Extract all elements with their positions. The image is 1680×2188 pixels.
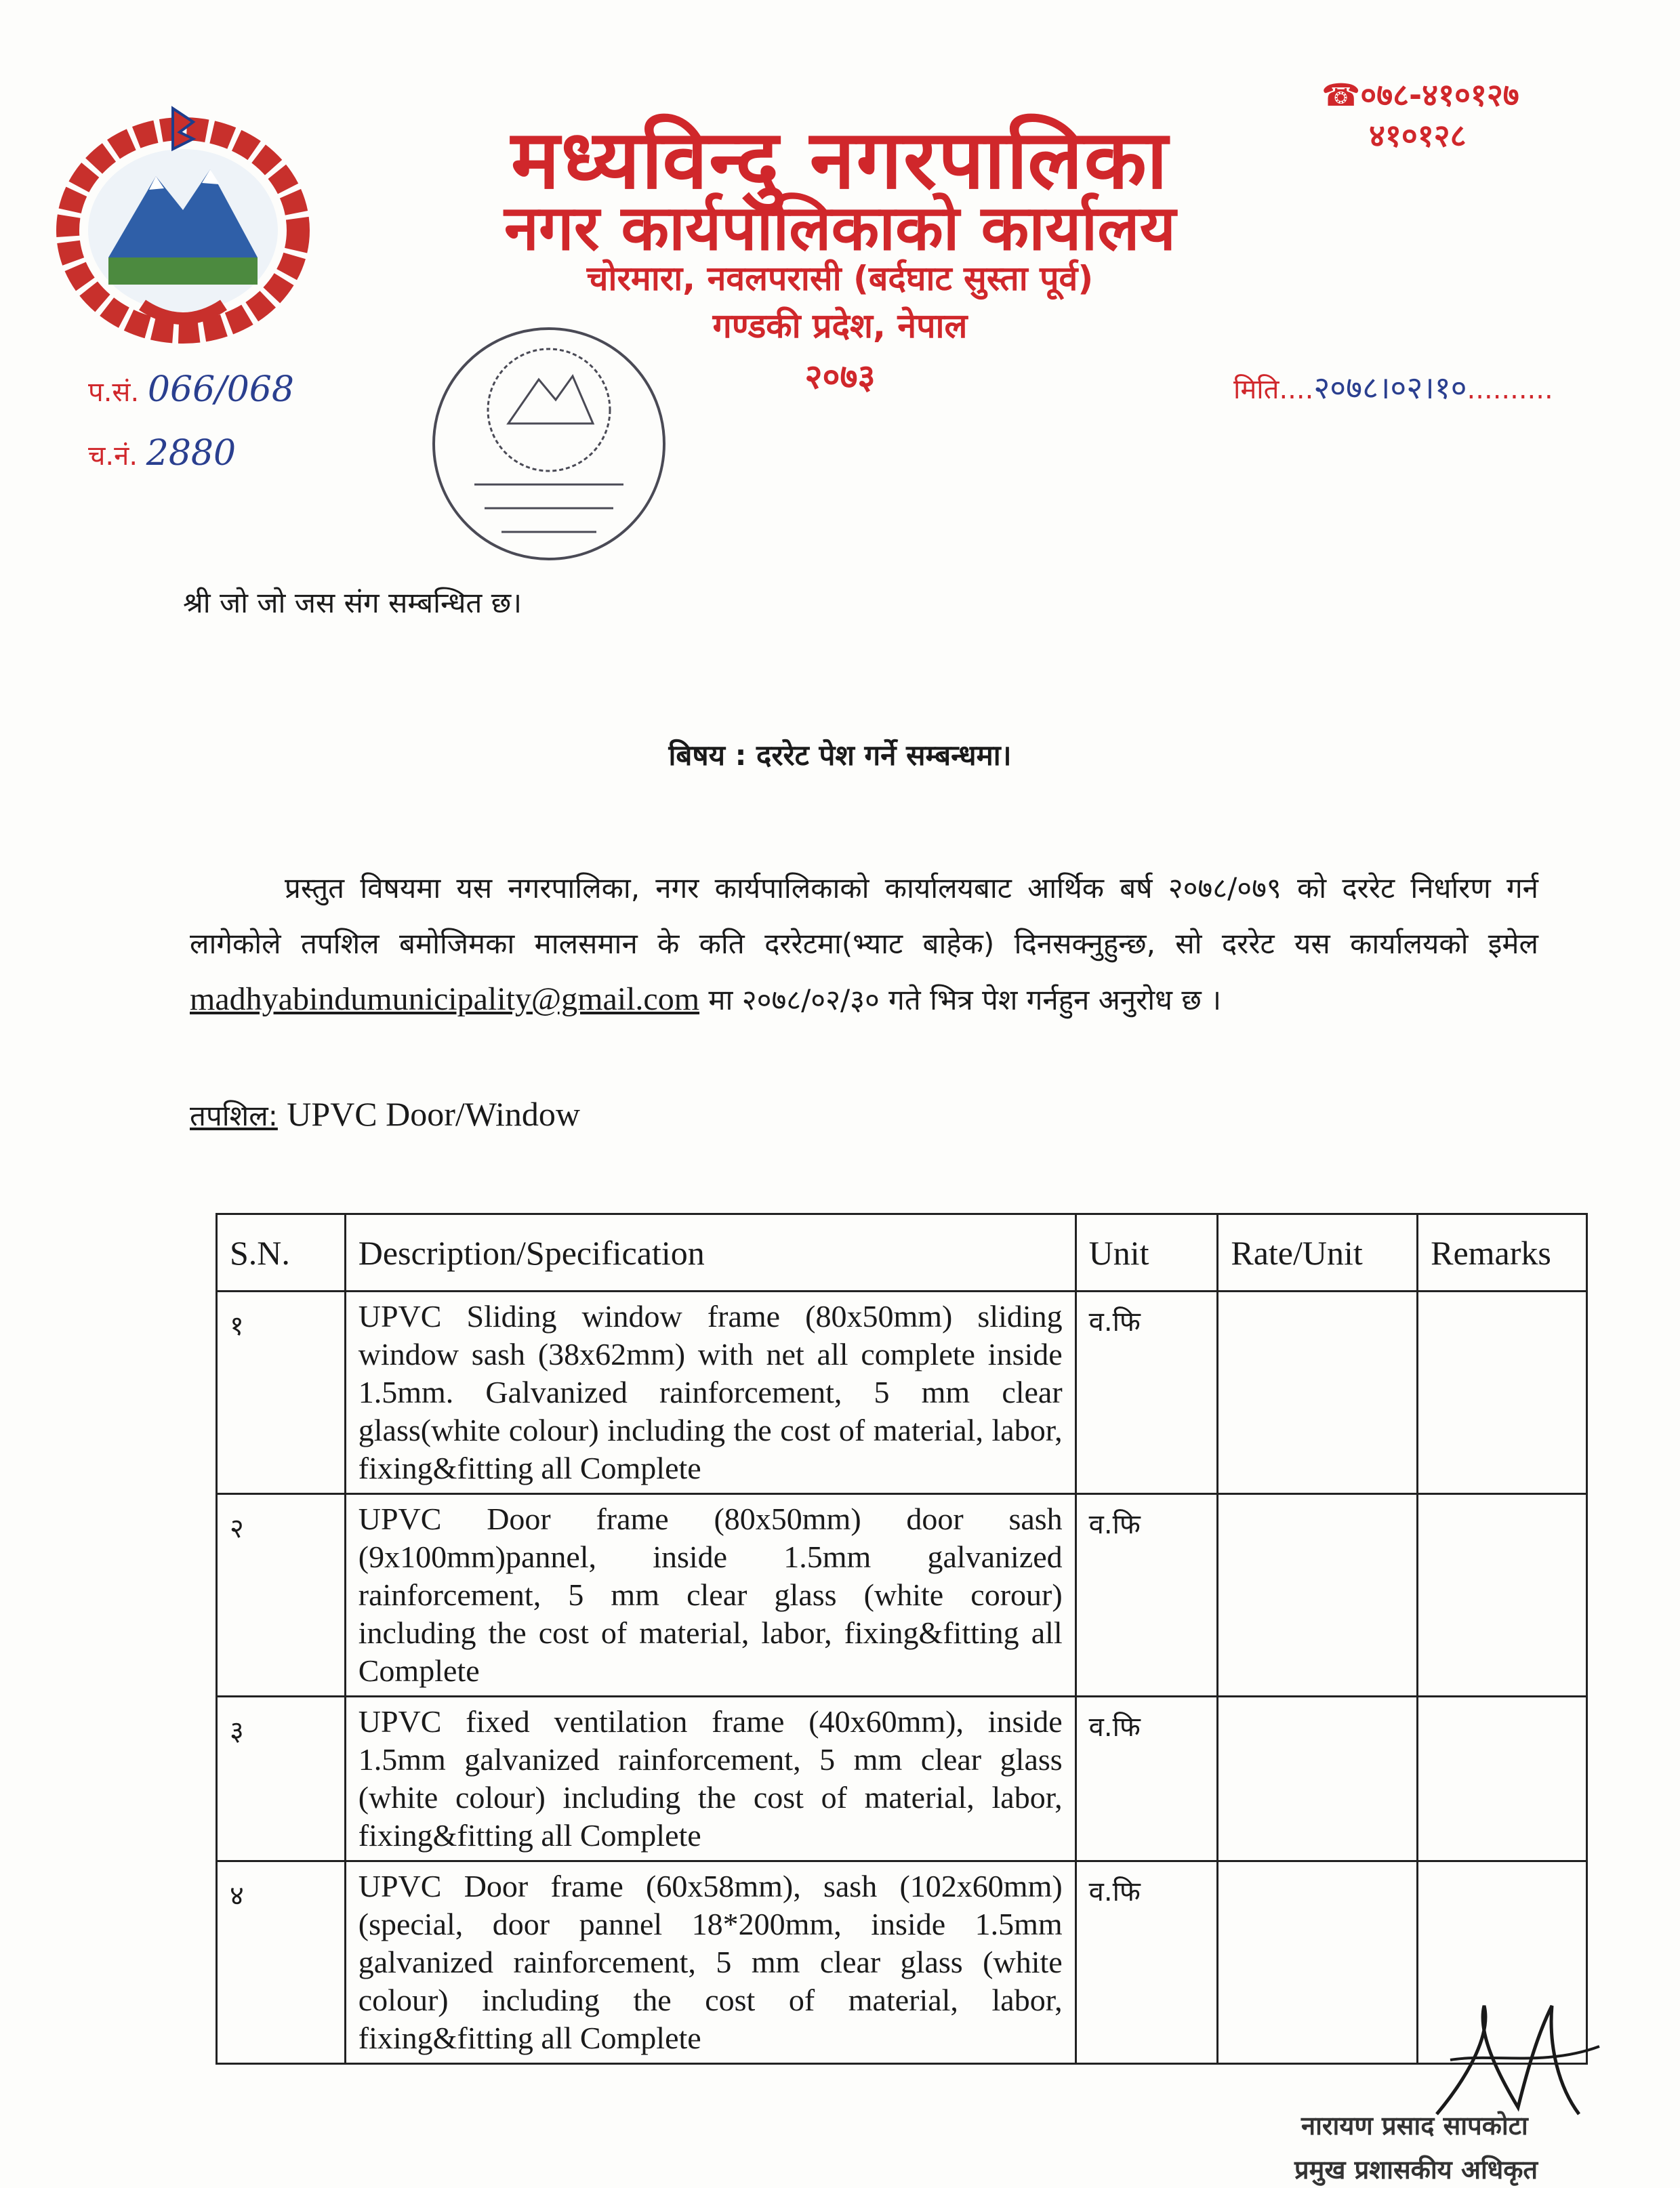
row-remarks-cell[interactable] — [1418, 1494, 1587, 1697]
salutation: श्री जो जो जस संग सम्बन्धित छ। — [183, 586, 523, 619]
dispatch-value: 2880 — [146, 433, 237, 474]
row-remarks-cell[interactable] — [1418, 1697, 1587, 1861]
row-sn: २ — [217, 1494, 346, 1697]
paragraph-text-2: मा २०७८/०२/३० गते भित्र पेश गर्नहुन अनुरोध छ । — [708, 983, 1222, 1016]
official-stamp-icon — [420, 315, 678, 573]
row-description: UPVC Sliding window frame (80x50mm) sliding window sash (38x62mm) with net all complete inside 1.5mm. Galvanized rainforcement, 5 mm clear glass(white colour) including the cost of material, labor, fixing&fitting all Complete — [345, 1292, 1075, 1494]
table-header-row — [217, 1214, 1587, 1292]
header-unit: Unit — [1075, 1214, 1218, 1292]
municipality-name: मध्यविन्दु नगरपालिका — [510, 113, 1170, 207]
table-row — [217, 1494, 1587, 1697]
header-description: Description/Specification — [345, 1214, 1075, 1292]
header-sn: S.N. — [217, 1214, 346, 1292]
row-rate-cell[interactable] — [1218, 1292, 1418, 1494]
row-description: UPVC Door frame (80x50mm) door sash (9x100mm)pannel, inside 1.5mm galvanized rainforcement, 5 mm clear glass (white corour) including the cost of material, labor, fixing&fitting all Complete — [345, 1494, 1075, 1697]
row-sn: १ — [217, 1292, 346, 1494]
dispatch-label: च.नं. — [88, 440, 138, 472]
row-remarks-cell[interactable] — [1418, 1292, 1587, 1494]
header-rate: Rate/Unit — [1218, 1214, 1418, 1292]
specification-table — [216, 1213, 1588, 2065]
date-label: मिति — [1233, 374, 1279, 405]
row-description: UPVC Door frame (60x58mm), sash (102x60mm)(special, door pannel 18*200mm, inside 1.5mm galvanized rainforcement, 5 mm clear glass (white colour) including the cost of material, labor, fixing&fitting all Complete — [345, 1861, 1075, 2064]
established-year: २०७३ — [804, 357, 876, 396]
tapsil-row — [190, 1094, 580, 1134]
row-rate-cell[interactable] — [1218, 1494, 1418, 1697]
ref-label: प.सं. — [88, 377, 140, 408]
reference-block — [88, 359, 294, 487]
signatory-name: नारायण प्रसाद सापकोटा — [1301, 2111, 1528, 2141]
ref-number-row — [88, 359, 294, 423]
table-row — [217, 1861, 1587, 2064]
date-row: मिति....२०७८।०२।१०.......... — [1233, 369, 1553, 406]
tapsil-label: तपशिल: — [190, 1099, 278, 1132]
dispatch-number-row — [88, 423, 294, 487]
subject-line: बिषय : दररेट पेश गर्ने सम्बन्धमा। — [668, 739, 1012, 772]
address-line-1: चोरमारा, नवलपरासी (बर्दघाट सुस्ता पूर्व) — [586, 259, 1094, 298]
row-rate-cell[interactable] — [1218, 1861, 1418, 2064]
row-unit: व.फि — [1075, 1861, 1218, 2064]
office-name: नगर कार्यपालिकाको कार्यालय — [504, 192, 1176, 264]
phone-line-1: ☎०७८-४१०१२७ — [1322, 77, 1519, 113]
row-unit: व.फि — [1075, 1697, 1218, 1861]
ref-value: 066/068 — [147, 369, 294, 410]
paragraph-text-1: प्रस्तुत विषयमा यस नगरपालिका, नगर कार्यपालिकाको कार्यालयबाट आर्थिक बर्ष २०७८/०७९ को दररेट निर्धारण गर्न लागेकोले तपशिल बमोजिमका मालसमान के कति दररेटमा(भ्याट बाहेक) दिनसक्नुहुन्छ, सो दररेट यस कार्यालयको इमेल — [190, 871, 1538, 960]
header-remarks: Remarks — [1418, 1214, 1587, 1292]
email-link[interactable]: madhyabindumunicipality@gmail.com — [190, 981, 700, 1017]
row-unit: व.फि — [1075, 1292, 1218, 1494]
date-value: २०७८।०२।१० — [1313, 369, 1467, 406]
address-line-2: गण्डकी प्रदेश, नेपाल — [712, 306, 968, 346]
table-row — [217, 1697, 1587, 1861]
signatory-title: प्रमुख प्रशासकीय अधिकृत — [1294, 2155, 1538, 2185]
row-sn: ४ — [217, 1861, 346, 2064]
row-sn: ३ — [217, 1697, 346, 1861]
table-row — [217, 1292, 1587, 1494]
row-unit: व.फि — [1075, 1494, 1218, 1697]
row-rate-cell[interactable] — [1218, 1697, 1418, 1861]
phone-line-2: ४१०१२८ — [1369, 117, 1467, 154]
tapsil-value: UPVC Door/Window — [287, 1095, 580, 1133]
body-paragraph — [190, 861, 1538, 1028]
phone-numbers — [1322, 75, 1519, 156]
row-description: UPVC fixed ventilation frame (40x60mm), inside 1.5mm galvanized rainforcement, 5 mm clear glass (white colour) including the cost of material, labor, fixing&fitting all Complete — [345, 1697, 1075, 1861]
